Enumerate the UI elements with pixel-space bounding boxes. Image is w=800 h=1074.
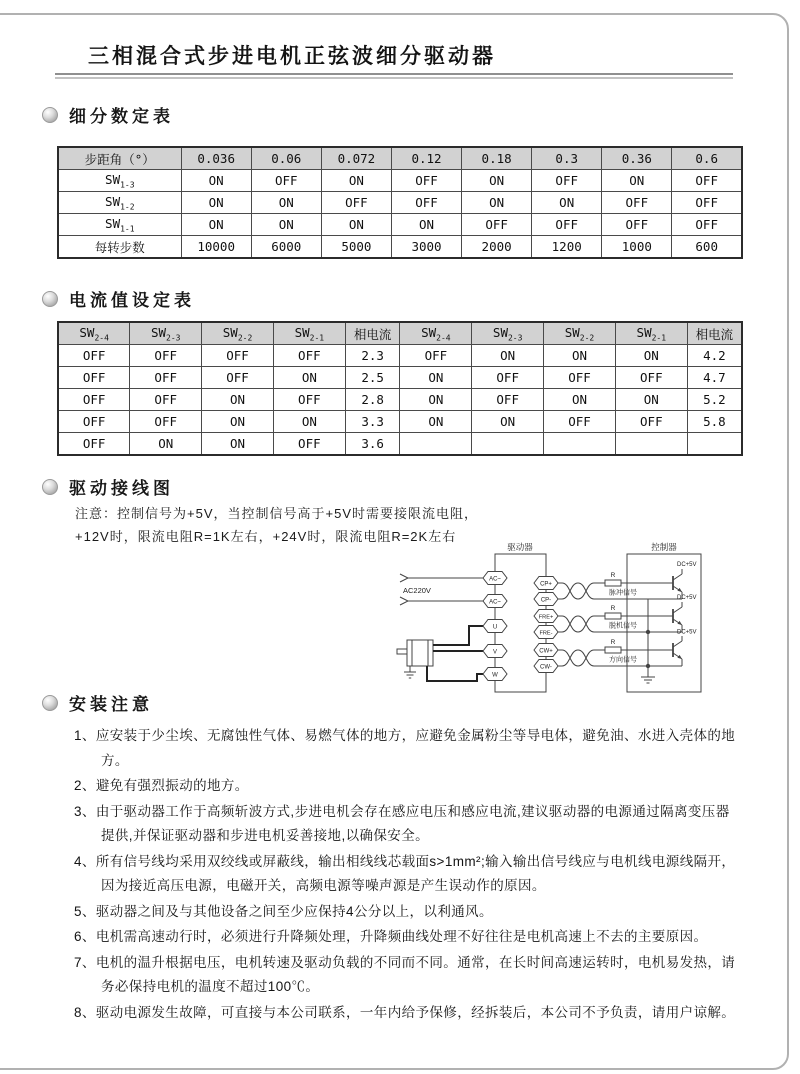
- sw1-3-row: [58, 170, 742, 192]
- table-cell: ON: [251, 214, 321, 236]
- table-cell: ON: [202, 389, 274, 411]
- table-cell: ON: [400, 367, 472, 389]
- table-row: [58, 433, 742, 456]
- table-cell: ON: [544, 389, 616, 411]
- table-cell: OFF: [615, 367, 687, 389]
- sphere-bullet-icon: [42, 695, 58, 711]
- table-cell: OFF: [602, 192, 672, 214]
- header-cell: 0.36: [602, 147, 672, 170]
- table-cell: ON: [532, 192, 602, 214]
- transistor-icon: [673, 602, 682, 632]
- table-cell: 6000: [251, 236, 321, 259]
- table-cell: OFF: [130, 411, 202, 433]
- table-cell: OFF: [391, 170, 461, 192]
- terminal-label: CP-: [540, 597, 552, 604]
- offline-signal-label: 脱机信号: [609, 622, 637, 630]
- resistor-label: R: [610, 639, 616, 646]
- header-cell: 0.06: [251, 147, 321, 170]
- page-title: 三相混合式步进电机正弦波细分驱动器: [88, 45, 496, 68]
- header-cell: $SW_{2-4}$: [58, 322, 130, 345]
- transistor-icon: [673, 636, 682, 666]
- table-cell: [544, 433, 616, 456]
- header-cell: $SW_{2-2}$: [544, 322, 616, 345]
- wiring-diagram: [383, 537, 703, 695]
- table-row: [58, 411, 742, 433]
- table-cell: 5.8: [687, 411, 742, 433]
- junction-dot: [646, 664, 649, 667]
- table-cell: 1000: [602, 236, 672, 259]
- table-cell: 3000: [391, 236, 461, 259]
- table-header-row: [58, 322, 742, 345]
- table-cell: 600: [672, 236, 742, 259]
- table-cell: [615, 433, 687, 456]
- resistor-icon: [605, 613, 621, 619]
- table-cell: 2.5: [345, 367, 400, 389]
- table-cell: ON: [462, 170, 532, 192]
- sw1-2-row: [58, 192, 742, 214]
- row-label: $SW_{1-1}$: [58, 214, 181, 236]
- table-cell: ON: [400, 411, 472, 433]
- table-cell: [687, 433, 742, 456]
- table-cell: ON: [181, 170, 251, 192]
- header-cell: $SW_{2-1}$: [615, 322, 687, 345]
- table-cell: OFF: [58, 433, 130, 456]
- resistor-icon: [605, 647, 621, 653]
- table-cell: 3.3: [345, 411, 400, 433]
- resistor-label: R: [610, 605, 616, 612]
- table-cell: 2000: [462, 236, 532, 259]
- twisted-pair-icon: [558, 583, 599, 666]
- terminal-label: CW-: [540, 664, 552, 671]
- table-cell: OFF: [544, 411, 616, 433]
- wiring-note-line1: 注意：控制信号为+5V，当控制信号高于+5V时需要接限流电阻，: [75, 506, 478, 521]
- table-cell: 5.2: [687, 389, 742, 411]
- header-cell: 0.036: [181, 147, 251, 170]
- table-cell: 2.3: [345, 345, 400, 367]
- header-cell: 0.18: [462, 147, 532, 170]
- dc5v-label: DC+5V: [677, 562, 697, 568]
- section-subdivision: [42, 102, 174, 127]
- terminal-label: U: [492, 624, 498, 631]
- install-note-7: 7、电机的温升根据电压，电机转速及驱动负载的不同而不同。通常，在长时间高速运转时，电机易发热，请务必保持电机的温度不超过100℃。: [74, 954, 736, 994]
- install-note-5: 5、驱动器之间及与其他设备之间至少应保持4公分以上，以利通风。: [74, 903, 493, 919]
- table-cell: OFF: [602, 214, 672, 236]
- sphere-bullet-icon: [42, 479, 58, 495]
- table-cell: ON: [391, 214, 461, 236]
- table-cell: OFF: [202, 367, 274, 389]
- sphere-bullet-icon: [42, 291, 58, 307]
- table-cell: OFF: [58, 367, 130, 389]
- install-note-3: 3、由于驱动器工作于高频斩波方式,步进电机会存在感应电压和感应电流,建议驱动器的电源通过隔离变压器提供,并保证驱动器和步进电机妥善接地,以确保安全。: [74, 803, 730, 843]
- terminal-label: CP+: [540, 581, 552, 588]
- table-cell: OFF: [672, 214, 742, 236]
- table-cell: ON: [615, 389, 687, 411]
- table-cell: OFF: [672, 170, 742, 192]
- table-header-row: [58, 147, 742, 170]
- table-cell: OFF: [273, 433, 345, 456]
- table-cell: 4.2: [687, 345, 742, 367]
- table-cell: ON: [202, 411, 274, 433]
- terminal-label: AC~: [489, 599, 501, 606]
- table-cell: 5000: [321, 236, 391, 259]
- table-cell: OFF: [273, 345, 345, 367]
- driver-label: 驱动器: [507, 542, 533, 552]
- pulse-signal-label: 脉冲信号: [609, 589, 637, 597]
- install-note-2: 2、避免有强烈振动的地方。: [74, 778, 249, 793]
- row-label: $SW_{1-2}$: [58, 192, 181, 214]
- table-cell: OFF: [273, 389, 345, 411]
- table-cell: OFF: [544, 367, 616, 389]
- ac-arrow-icon: [400, 597, 408, 605]
- table-cell: ON: [130, 433, 202, 456]
- header-cell: $SW_{2-1}$: [273, 322, 345, 345]
- table-row: [58, 367, 742, 389]
- dc5v-label: DC+5V: [677, 629, 697, 636]
- section-title: 细分数定表: [69, 107, 174, 126]
- controller-box: [627, 554, 701, 692]
- table-cell: OFF: [472, 367, 544, 389]
- wiring-note-line2: +12V时，限流电阻R=1K左右，+24V时，限流电阻R=2K左右: [75, 529, 457, 544]
- ac220v-label: AC220V: [403, 586, 431, 595]
- table-cell: OFF: [532, 214, 602, 236]
- row-label: 每转步数: [58, 236, 181, 259]
- table-cell: OFF: [130, 367, 202, 389]
- table-row: [58, 389, 742, 411]
- install-note-6: 6、电机需高速动行时，必须进行升降频处理，升降频曲线处理不好往往是电机高速上不去的主要原因。: [74, 929, 708, 944]
- table-cell: ON: [181, 214, 251, 236]
- resistor-icon: [605, 580, 621, 586]
- table-cell: OFF: [130, 389, 202, 411]
- table-cell: OFF: [391, 192, 461, 214]
- subdivision-table: [57, 146, 743, 259]
- terminal-label: W: [492, 672, 498, 679]
- table-cell: OFF: [462, 214, 532, 236]
- table-cell: ON: [462, 192, 532, 214]
- section-wiring: [42, 474, 174, 499]
- terminal-label: AC~: [489, 576, 501, 583]
- header-cell: 0.072: [321, 147, 391, 170]
- table-cell: ON: [544, 345, 616, 367]
- table-row: [58, 345, 742, 367]
- step-angle-header: 步距角（°）: [58, 147, 181, 170]
- table-cell: 10000: [181, 236, 251, 259]
- install-note-8: 8、驱动电源发生故障，可直接与本公司联系，一年内给予保修，经拆装后，本公司不予负责，请用户谅解。: [74, 1004, 736, 1020]
- header-cell: 0.3: [532, 147, 602, 170]
- install-notes: [74, 724, 742, 1026]
- junction-dot: [646, 630, 649, 633]
- sw1-1-row: [58, 214, 742, 236]
- controller-label: 控制器: [651, 542, 677, 552]
- table-cell: ON: [472, 345, 544, 367]
- table-cell: ON: [321, 214, 391, 236]
- table-cell: OFF: [58, 411, 130, 433]
- terminal-label: FRE-: [539, 630, 553, 637]
- table-cell: OFF: [202, 345, 274, 367]
- table-cell: ON: [602, 170, 672, 192]
- table-cell: OFF: [615, 411, 687, 433]
- table-cell: ON: [273, 411, 345, 433]
- direction-signal-label: 方向信号: [609, 656, 637, 664]
- ground-icon: [641, 677, 655, 683]
- table-cell: [472, 433, 544, 456]
- header-cell: $SW_{2-3}$: [472, 322, 544, 345]
- table-cell: ON: [181, 192, 251, 214]
- ac-arrow-icon: [400, 574, 408, 582]
- header-cell: $SW_{2-2}$: [202, 322, 274, 345]
- table-cell: OFF: [58, 389, 130, 411]
- phase-current-header: 相电流: [345, 322, 400, 345]
- sphere-bullet-icon: [42, 107, 58, 123]
- section-current: [42, 286, 195, 311]
- section-title: 安装注意: [69, 695, 153, 714]
- section-install: [42, 690, 153, 715]
- table-cell: ON: [472, 411, 544, 433]
- table-cell: OFF: [532, 170, 602, 192]
- row-label: $SW_{1-3}$: [58, 170, 181, 192]
- title-divider: [55, 73, 733, 79]
- header-cell: 0.12: [391, 147, 461, 170]
- table-cell: ON: [400, 389, 472, 411]
- dc5v-label: DC+5V: [677, 595, 697, 601]
- resistor-label: R: [610, 572, 616, 579]
- table-cell: ON: [273, 367, 345, 389]
- terminal-label: V: [492, 649, 498, 656]
- table-cell: OFF: [672, 192, 742, 214]
- table-cell: OFF: [321, 192, 391, 214]
- table-cell: 2.8: [345, 389, 400, 411]
- table-cell: 4.7: [687, 367, 742, 389]
- current-table: [57, 321, 743, 456]
- table-cell: OFF: [472, 389, 544, 411]
- table-cell: OFF: [251, 170, 321, 192]
- table-cell: ON: [615, 345, 687, 367]
- header-cell: $SW_{2-4}$: [400, 322, 472, 345]
- install-note-4: 4、所有信号线均采用双绞线或屏蔽线，输出相线线芯载面s>1mm²;输入输出信号线应与电机线电源线隔开，因为接近高压电源，电磁开关，高频电源等噪声源是产生误动作的原因。: [74, 853, 736, 893]
- table-cell: OFF: [400, 345, 472, 367]
- table-cell: 3.6: [345, 433, 400, 456]
- section-title: 驱动接线图: [69, 479, 174, 498]
- steps-per-rev-row: [58, 236, 742, 259]
- section-title: 电流值设定表: [69, 291, 195, 310]
- table-cell: ON: [202, 433, 274, 456]
- terminal-label: CW+: [539, 648, 553, 655]
- header-cell: $SW_{2-3}$: [130, 322, 202, 345]
- motor-wires: [427, 626, 483, 681]
- install-note-1: 1、应安装于少尘埃、无腐蚀性气体、易燃气体的地方，应避免金属粉尘等导电体，避免油、水进入壳体的地方。: [74, 728, 736, 768]
- table-cell: 1200: [532, 236, 602, 259]
- terminal-label: FRE+: [538, 614, 554, 621]
- table-cell: OFF: [130, 345, 202, 367]
- header-cell: 0.6: [672, 147, 742, 170]
- table-cell: [400, 433, 472, 456]
- table-cell: ON: [251, 192, 321, 214]
- phase-current-header: 相电流: [687, 322, 742, 345]
- table-cell: OFF: [58, 345, 130, 367]
- table-cell: ON: [321, 170, 391, 192]
